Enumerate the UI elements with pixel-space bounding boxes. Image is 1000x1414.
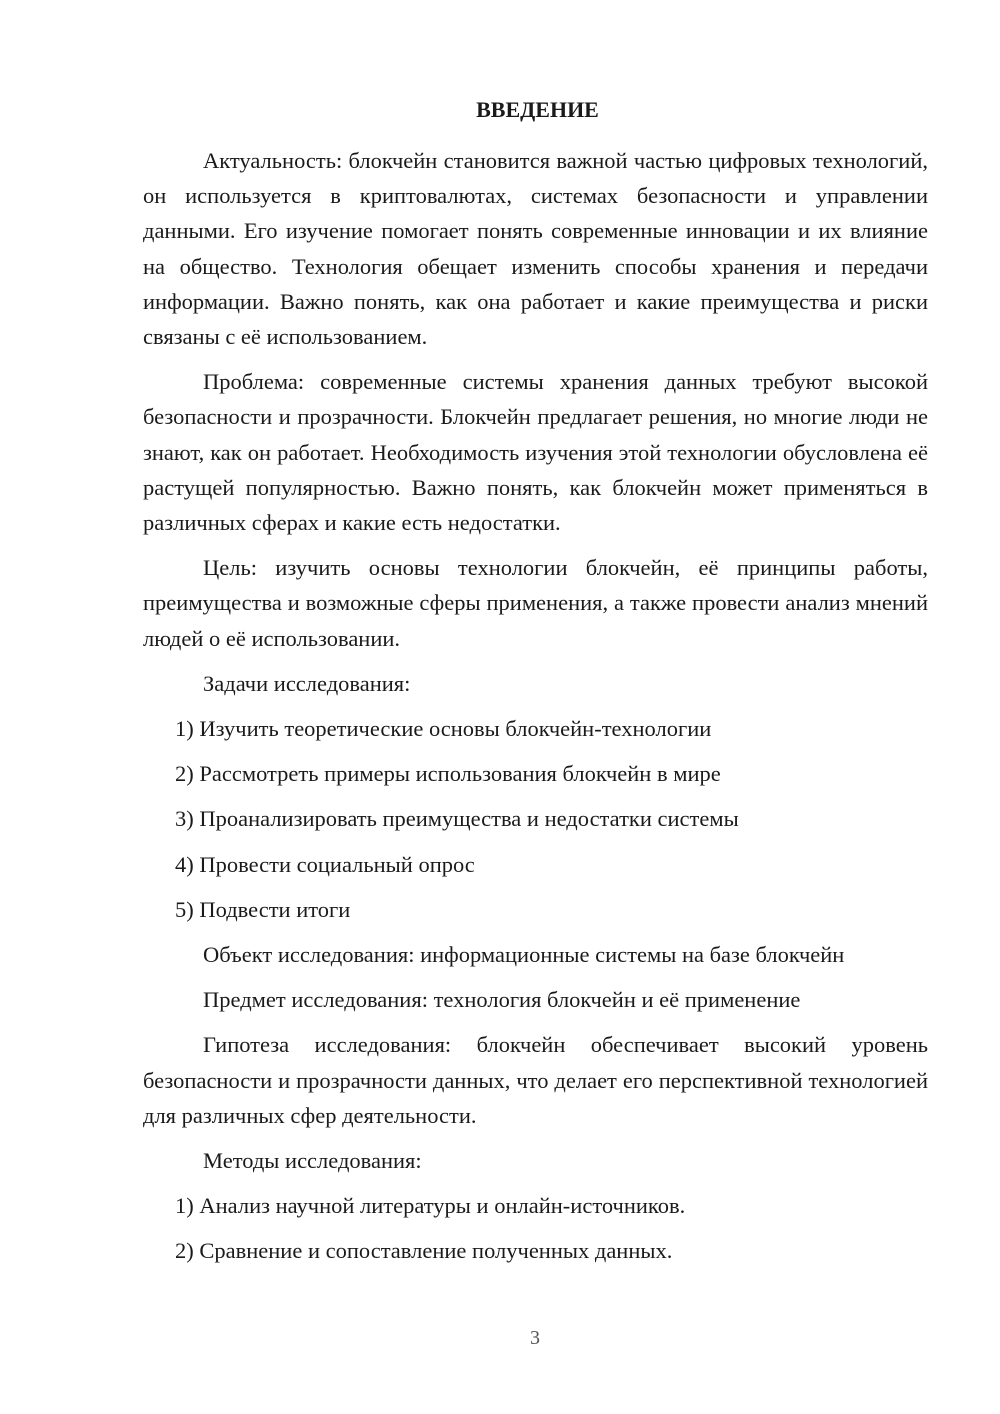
document-page [143,92,928,1269]
list-item: 4) Провести социальный опрос [175,851,475,877]
page-number: 3 [530,1327,540,1349]
list-item: 5) Подвести итоги [175,896,351,922]
relevance-paragraph: Актуальность: блокчейн становится важной частью цифровых технологий, он используется в криптовалютах, системах безопасности и управлении данными. Его изучение помогает понять современные инновации и их влияние на общество. Технология обещает изменить способы хранения и передачи информации. Важно понять, как она работает и какие преимущества и риски связаны с её использованием. [143,148,928,350]
page-title: ВВЕДЕНИЕ [476,97,599,122]
methods-title: Методы исследования: [203,1148,422,1174]
list-item: 3) Проанализировать преимущества и недостатки системы [175,806,739,832]
problem-paragraph: Проблема: современные системы хранения данных требуют высокой безопасности и прозрачности. Блокчейн предлагает решения, но многие люди не знают, как он работает. Необходимость изучения этой технологии обусловлена её растущей популярностью. Важно понять, как блокчейн может применяться в различных сферах и какие есть недостатки. [143,369,928,536]
list-item: 2) Рассмотреть примеры использования блокчейн в мире [175,761,721,787]
tasks-title: Задачи исследования: [203,670,411,696]
list-item: 1) Изучить теоретические основы блокчейн-технологии [175,716,712,742]
tasks-list [143,711,928,927]
methods-list [143,1188,928,1268]
research-subject: Предмет исследования: технология блокчейн и её применение [203,987,801,1013]
goal-paragraph: Цель: изучить основы технологии блокчейн, её принципы работы, преимущества и возможные сферы применения, а также провести анализ мнений людей о её использовании. [143,555,928,651]
hypothesis-paragraph: Гипотеза исследования: блокчейн обеспечивает высокий уровень безопасности и прозрачности данных, что делает его перспективной технологией для различных сфер деятельности. [143,1032,928,1128]
list-item: 2) Сравнение и сопоставление полученных данных. [175,1238,673,1264]
research-object: Объект исследования: информационные системы на базе блокчейн [203,942,845,968]
list-item: 1) Анализ научной литературы и онлайн-источников. [175,1193,686,1219]
